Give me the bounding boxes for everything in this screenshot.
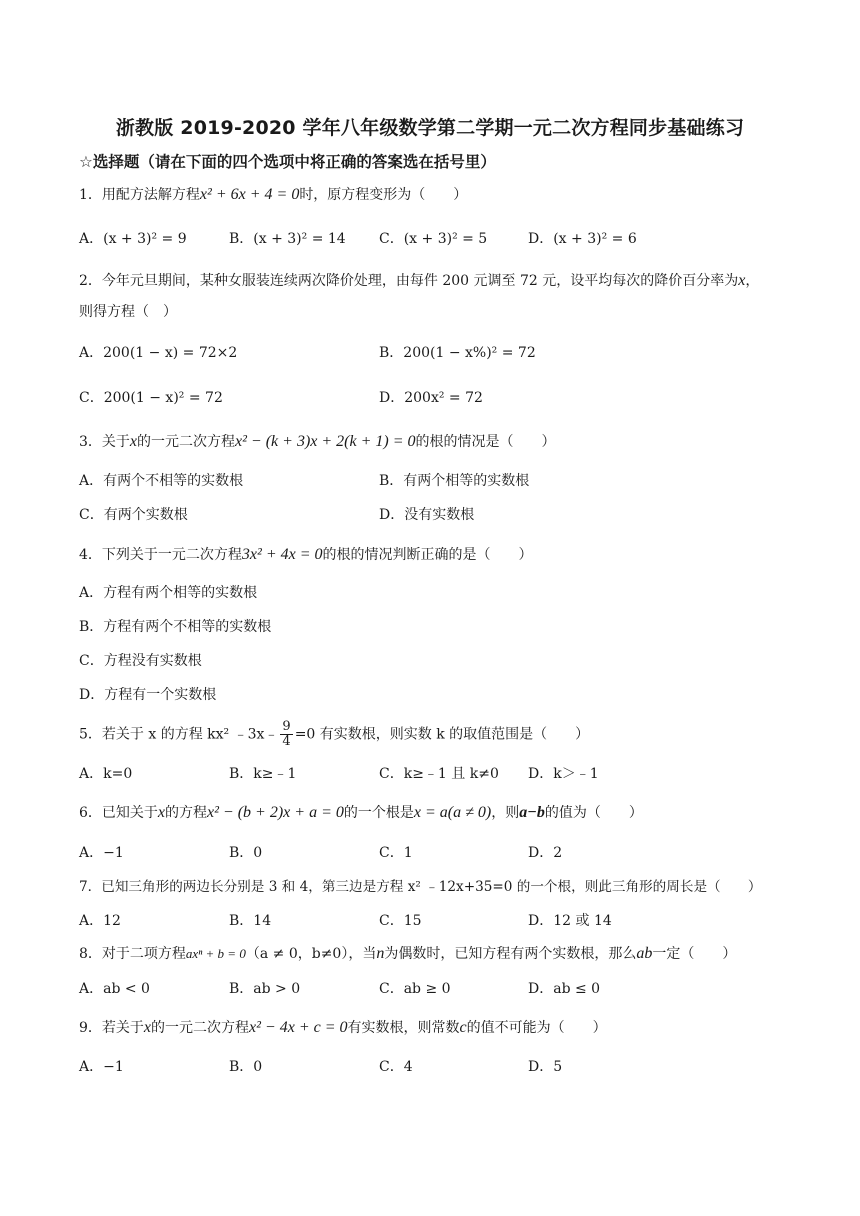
q9-option-a[interactable]: A．−1 [79,1059,124,1075]
q7-option-a[interactable]: A．12 [79,913,121,929]
q3-stem-mid: 的一元二次方程 [137,434,236,450]
q8-stem-mid: （a ≠ 0，b≠0），当 [245,946,377,962]
q6-stem-mid2: 的一个根是 [343,805,414,821]
q6-variable: x [157,804,166,821]
section-heading: ☆选择题（请在下面的四个选项中将正确的答案选在括号里） [79,153,496,171]
q2-option-c[interactable]: C．200(1 − x)² = 72 [79,390,223,406]
question-3 [79,432,556,452]
q4-option-a[interactable]: A．方程有两个相等的实数根 [79,585,258,601]
q7-option-c[interactable]: C．15 [379,913,422,929]
q8-equation: axⁿ + b = 0 [185,946,246,961]
q5-option-d[interactable]: D．k＞﹣1 [528,766,599,782]
q9-stem-mid: 的一元二次方程 [151,1020,250,1036]
q5-option-a[interactable]: A．k=0 [79,766,133,782]
q9-option-c[interactable]: C．4 [379,1059,413,1075]
q1-option-b[interactable]: B．(x + 3)² = 14 [229,231,346,247]
q9-c-variable: c [459,1019,467,1036]
q5-option-b[interactable]: B．k≥﹣1 [229,766,297,782]
question-2 [79,271,759,291]
question-7: 7．已知三角形的两边长分别是 3 和 4，第三边是方程 x² ﹣12x+35=0 的一个根，则此三角形的周长是（ ） [79,879,762,895]
q6-stem: 6．已知关于 [79,805,158,821]
q2-option-d[interactable]: D．200x² = 72 [379,390,483,406]
question-8 [79,944,736,964]
q6-option-d[interactable]: D．2 [528,845,563,861]
q7-option-d[interactable]: D．12 或 14 [528,913,612,929]
q5-fraction [280,720,292,749]
q5-stem-end: =0 有实数根，则实数 k 的取值范围是（ ） [294,726,590,743]
q3-option-a[interactable]: A．有两个不相等的实数根 [79,473,244,489]
q1-option-d[interactable]: D．(x + 3)² = 6 [528,231,637,247]
q9-option-b[interactable]: B．0 [229,1059,263,1075]
q5-option-c[interactable]: C．k≥﹣1 且 k≠0 [379,766,499,782]
q9-stem: 9．若关于 [79,1020,144,1036]
q8-n-variable: n [376,945,385,962]
q9-equation: x² − 4x + c = 0 [249,1019,348,1036]
q5-stem: 5．若关于 x 的方程 kx² ﹣3x﹣ [79,726,279,743]
q4-option-c[interactable]: C．方程没有实数根 [79,653,202,669]
q6-equation: x² − (b + 2)x + a = 0 [207,804,344,821]
question-9 [79,1018,607,1038]
q1-option-c[interactable]: C．(x + 3)² = 5 [379,231,488,247]
q9-stem-mid2: 有实数根，则常数 [347,1020,460,1036]
q5-fraction-numerator: 9 [282,719,291,734]
q2-comma: ， [745,273,760,289]
question-1 [79,185,467,205]
q6-stem-mid3: ，则 [491,805,520,821]
q2-variable: x [738,272,746,289]
question-4 [79,545,533,565]
q8-option-a[interactable]: A．ab < 0 [79,981,150,997]
q3-option-b[interactable]: B．有两个相等的实数根 [379,473,530,489]
q8-stem: 8．对于二项方程 [79,946,186,962]
q4-stem: 4．下列关于一元二次方程 [79,547,242,563]
q8-stem-end: 一定（ ） [652,946,737,962]
q8-option-d[interactable]: D．ab ≤ 0 [528,981,601,997]
q8-stem-mid2: 为偶数时，已知方程有两个实数根，那么 [384,946,637,962]
q5-fraction-denominator: 4 [282,734,291,749]
q6-option-b[interactable]: B．0 [229,845,263,861]
q9-option-d[interactable]: D．5 [528,1059,563,1075]
q4-stem-end: 的根的情况判断正确的是（ ） [322,547,533,563]
q8-option-c[interactable]: C．ab ≥ 0 [379,981,451,997]
q9-variable: x [143,1019,152,1036]
q3-option-c[interactable]: C．有两个实数根 [79,507,188,523]
q2-stem: 2．今年元旦期间，某种女服装连续两次降价处理，由每件 200 元调至 72 元，设平均每次的降价百分率为 [79,273,739,289]
question-6 [79,803,643,823]
q1-equation: x² + 6x + 4 = 0 [199,186,300,203]
q3-stem: 3．关于 [79,434,130,450]
q2-option-a[interactable]: A．200(1 − x) = 72×2 [79,345,238,361]
q9-stem-end: 的值不可能为（ ） [466,1020,607,1036]
q2-option-b[interactable]: B．200(1 − x%)² = 72 [379,345,536,361]
q4-equation: 3x² + 4x = 0 [241,546,323,563]
q2-stem-line2: 则得方程（ ） [79,304,177,320]
q4-option-b[interactable]: B．方程有两个不相等的实数根 [79,619,272,635]
q6-option-c[interactable]: C．1 [379,845,413,861]
q6-stem-end: 的值为（ ） [544,805,643,821]
question-5 [79,720,589,749]
q1-stem: 1．用配方法解方程 [79,187,200,203]
q6-stem-mid: 的方程 [165,805,208,821]
q3-option-d[interactable]: D．没有实数根 [379,507,475,523]
q6-expression: a−b [519,804,545,821]
q8-option-b[interactable]: B．ab > 0 [229,981,301,997]
q3-variable: x [129,433,138,450]
q8-ab: ab [636,945,653,962]
q3-stem-end: 的根的情况是（ ） [415,434,556,450]
q4-option-d[interactable]: D．方程有一个实数根 [79,687,217,703]
q6-root: x = a(a ≠ 0) [413,804,492,821]
q3-equation: x² − (k + 3)x + 2(k + 1) = 0 [235,433,416,450]
page-title: 浙教版 2019-2020 学年八年级数学第二学期一元二次方程同步基础练习 [115,117,745,139]
q1-option-a[interactable]: A．(x + 3)² = 9 [79,231,187,247]
q1-stem-end: 时，原方程变形为（ ） [299,187,468,203]
q7-option-b[interactable]: B．14 [229,913,272,929]
q6-option-a[interactable]: A．−1 [79,845,124,861]
